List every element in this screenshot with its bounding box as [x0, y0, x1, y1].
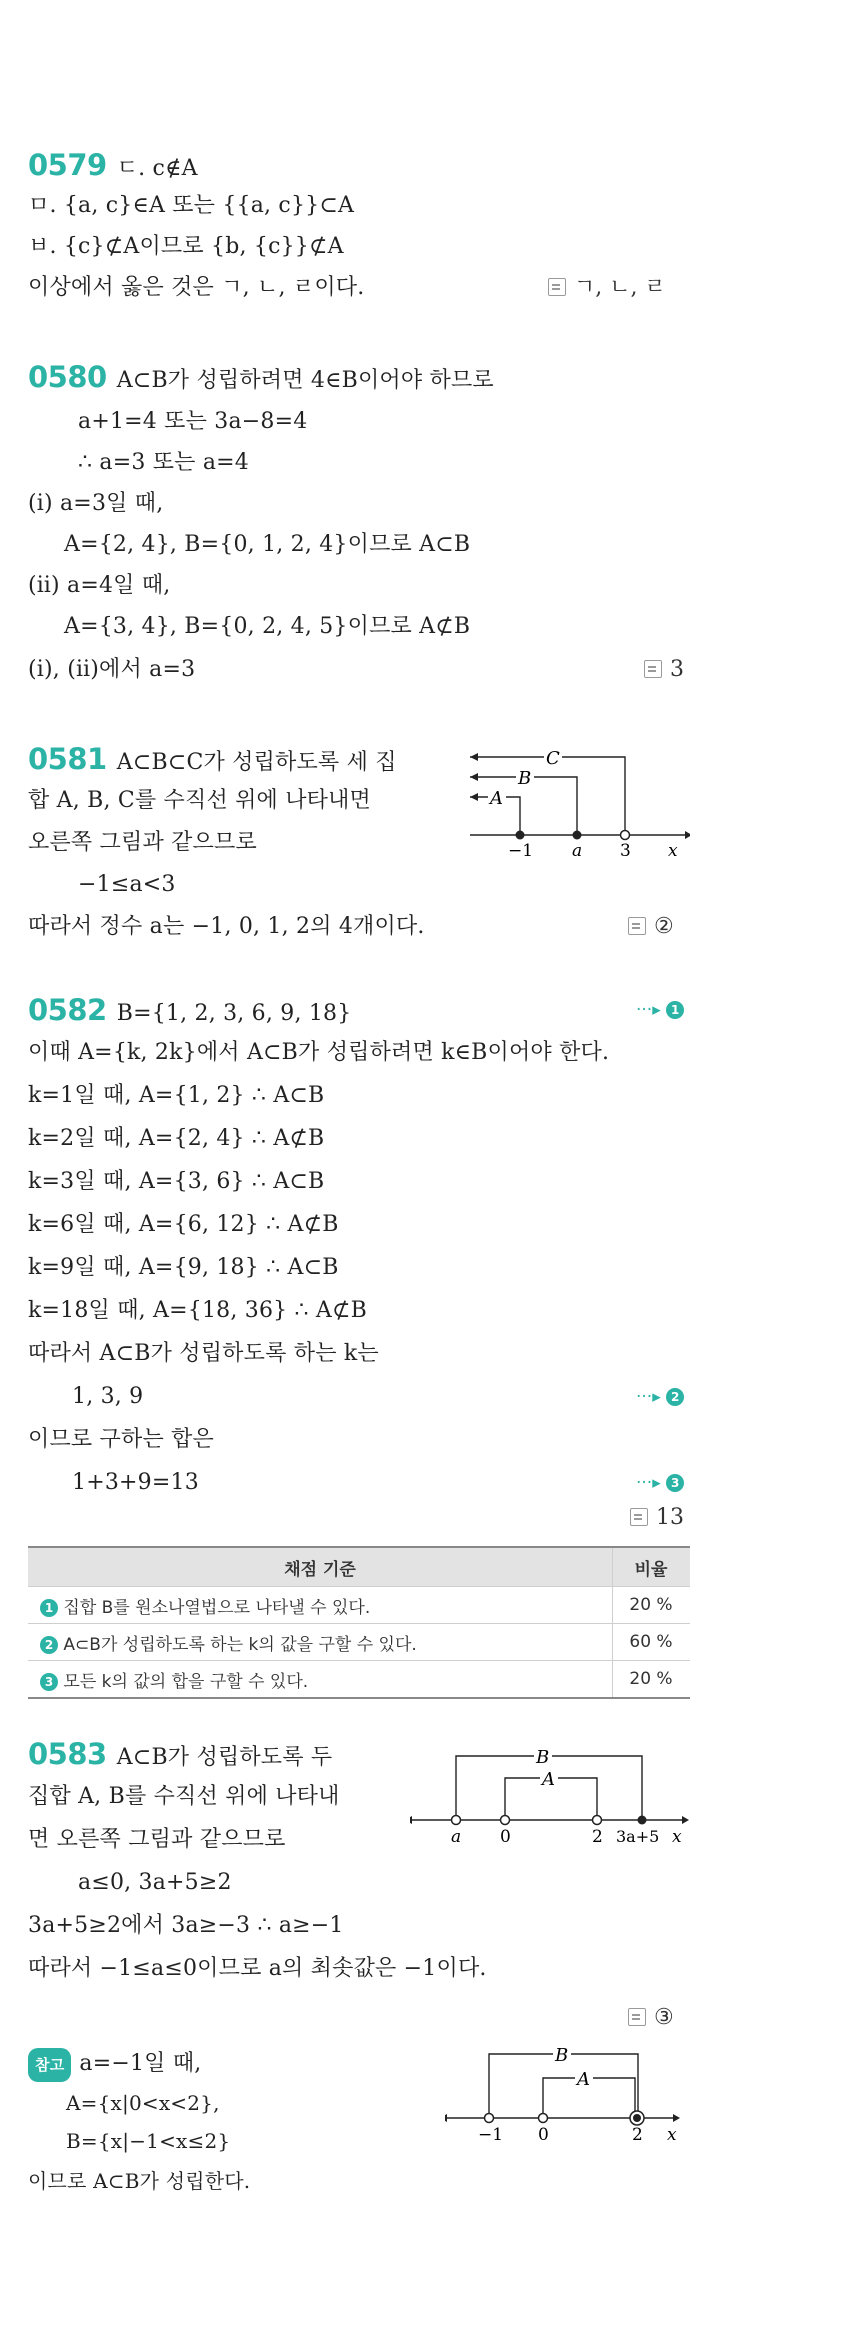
answer-0580: 3: [644, 655, 684, 685]
problem-0582-line: k=6일 때, A={6, 12} ∴ A⊄B: [28, 1212, 339, 1237]
set-label-c: C: [546, 748, 560, 769]
problem-0581-line: −1≤a<3: [78, 872, 176, 897]
problem-0579-line: ㅂ. {c}⊄A이므로 {b, {c}}⊄A: [28, 234, 344, 259]
tick-label: 0: [538, 2125, 549, 2145]
problem-0582-line: k=9일 때, A={9, 18} ∴ A⊂B: [28, 1255, 339, 1280]
problem-number-0580: 0580: [28, 360, 107, 394]
problem-0582-line: 따라서 A⊂B가 성립하도록 하는 k는: [28, 1341, 379, 1366]
table-header: 비율: [613, 1547, 691, 1587]
answer-icon: [630, 1508, 648, 1526]
note-line: A={x|0<x<2},: [66, 2091, 220, 2115]
tick-label: 2: [632, 2125, 643, 2145]
problem-number-0579: 0579: [28, 148, 107, 182]
problem-number-0582: 0582: [28, 993, 107, 1027]
number-line-diagram-0581: [460, 745, 690, 860]
problem-number-0581: 0581: [28, 742, 107, 776]
problem-0579-line: ㅁ. {a, c}∈A 또는 {{a, c}}⊂A: [28, 193, 355, 218]
note-tag: 참고: [28, 2048, 71, 2082]
problem-0582-line: k=3일 때, A={3, 6} ∴ A⊂B: [28, 1169, 325, 1194]
problem-0579-line: 이상에서 옳은 것은 ㄱ, ㄴ, ㄹ이다.: [28, 275, 365, 300]
tick-label: x: [668, 841, 678, 860]
answer-icon: [628, 2008, 646, 2026]
table-row: 2 A⊂B가 성립하도록 하는 k의 값을 구할 수 있다. 60 %: [28, 1624, 690, 1661]
problem-0582-line: 이므로 구하는 합은: [28, 1427, 215, 1452]
number-line-diagram-0583: [410, 1742, 690, 1852]
answer-icon: [548, 278, 566, 296]
table-row: 1 집합 B를 원소나열법으로 나타낼 수 있다. 20 %: [28, 1587, 690, 1624]
problem-0580-line: (ⅰ), (ⅱ)에서 a=3: [28, 657, 196, 682]
problem-0582-line: 1+3+9=13: [72, 1470, 199, 1495]
answer-icon: [628, 917, 646, 935]
problem-0583-line: 집합 A, B를 수직선 위에 나타내: [28, 1784, 340, 1809]
tick-label: x: [667, 2125, 677, 2145]
problem-0581-line: 오른쪽 그림과 같으므로: [28, 830, 257, 855]
problem-0582-line: 1, 3, 9: [72, 1384, 144, 1409]
problem-0582-first-line: 0582 B={1, 2, 3, 6, 9, 18}: [28, 993, 352, 1027]
answer-0581: ②: [628, 912, 674, 942]
tick-label: a: [451, 1827, 462, 1847]
problem-0580-line: ∴ a=3 또는 a=4: [78, 450, 249, 475]
problem-0583-line: 따라서 −1≤a≤0이므로 a의 최솟값은 −1이다.: [28, 1956, 487, 1981]
answer-0583: ③: [628, 2003, 674, 2033]
problem-0581-first-line: 0581 A⊂B⊂C가 성립하도록 세 집: [28, 742, 397, 776]
problem-0580-line: A={3, 4}, B={0, 2, 4, 5}이므로 A⊄B: [64, 614, 471, 639]
tick-label: 0: [500, 1827, 511, 1847]
problem-0582-line: 이때 A={k, 2k}에서 A⊂B가 성립하려면 k∈B이어야 한다.: [28, 1040, 610, 1065]
problem-0581-line: 합 A, B, C를 수직선 위에 나타내면: [28, 788, 372, 813]
grading-criteria-table: [28, 1546, 690, 1699]
problem-0581-line: 따라서 정수 a는 −1, 0, 1, 2의 4개이다.: [28, 914, 425, 939]
note-line: 이므로 A⊂B가 성립한다.: [28, 2169, 251, 2193]
problem-0583-line: a≤0, 3a+5≥2: [78, 1870, 232, 1895]
step-marker-1: ···▸ 1: [636, 1000, 684, 1020]
set-label-a: A: [542, 1769, 555, 1790]
problem-0580-line: A={2, 4}, B={0, 1, 2, 4}이므로 A⊂B: [64, 532, 471, 557]
table-header: 채점 기준: [28, 1547, 613, 1587]
problem-0582-line: k=2일 때, A={2, 4} ∴ A⊄B: [28, 1126, 325, 1151]
problem-0583-line: 3a+5≥2에서 3a≥−3 ∴ a≥−1: [28, 1913, 344, 1938]
problem-0580-line: (ⅰ) a=3일 때,: [28, 491, 164, 516]
problem-0580-line: a+1=4 또는 3a−8=4: [78, 409, 308, 434]
problem-0580-first-line: 0580 A⊂B가 성립하려면 4∈B이어야 하므로: [28, 360, 494, 394]
step-marker-3: ···▸ 3: [636, 1473, 684, 1493]
problem-0583-first-line: 0583 A⊂B가 성립하도록 두: [28, 1737, 333, 1771]
note-first-line: 참고 a=−1일 때,: [28, 2048, 201, 2082]
problem-0582-line: k=18일 때, A={18, 36} ∴ A⊄B: [28, 1298, 368, 1323]
problem-0580-line: (ⅱ) a=4일 때,: [28, 573, 171, 598]
problem-number-0583: 0583: [28, 1737, 107, 1771]
answer-0582: 13: [630, 1503, 684, 1533]
step-marker-2: ···▸ 2: [636, 1387, 684, 1407]
table-row: 3 모든 k의 값의 합을 구할 수 있다. 20 %: [28, 1661, 690, 1699]
set-label-a: A: [577, 2069, 590, 2090]
tick-label: 3: [620, 841, 631, 860]
tick-label: a: [572, 841, 583, 860]
problem-0582-line: k=1일 때, A={1, 2} ∴ A⊂B: [28, 1083, 325, 1108]
answer-icon: [644, 660, 662, 678]
set-label-b: B: [536, 1747, 550, 1768]
tick-label: 3a+5: [616, 1827, 660, 1846]
number-line-diagram-note: [445, 2040, 685, 2150]
tick-label: −1: [478, 2125, 504, 2145]
tick-label: 2: [592, 1827, 603, 1847]
set-label-b: B: [555, 2045, 569, 2066]
problem-0579-first-line: 0579 ㄷ. c∉A: [28, 148, 198, 182]
problem-0583-line: 면 오른쪽 그림과 같으므로: [28, 1827, 286, 1852]
set-label-a: A: [490, 788, 503, 809]
tick-label: −1: [508, 841, 534, 860]
answer-0579: ㄱ, ㄴ, ㄹ: [548, 273, 666, 303]
set-label-b: B: [518, 768, 532, 789]
tick-label: x: [672, 1827, 682, 1847]
note-line: B={x|−1<x≤2}: [66, 2129, 231, 2153]
